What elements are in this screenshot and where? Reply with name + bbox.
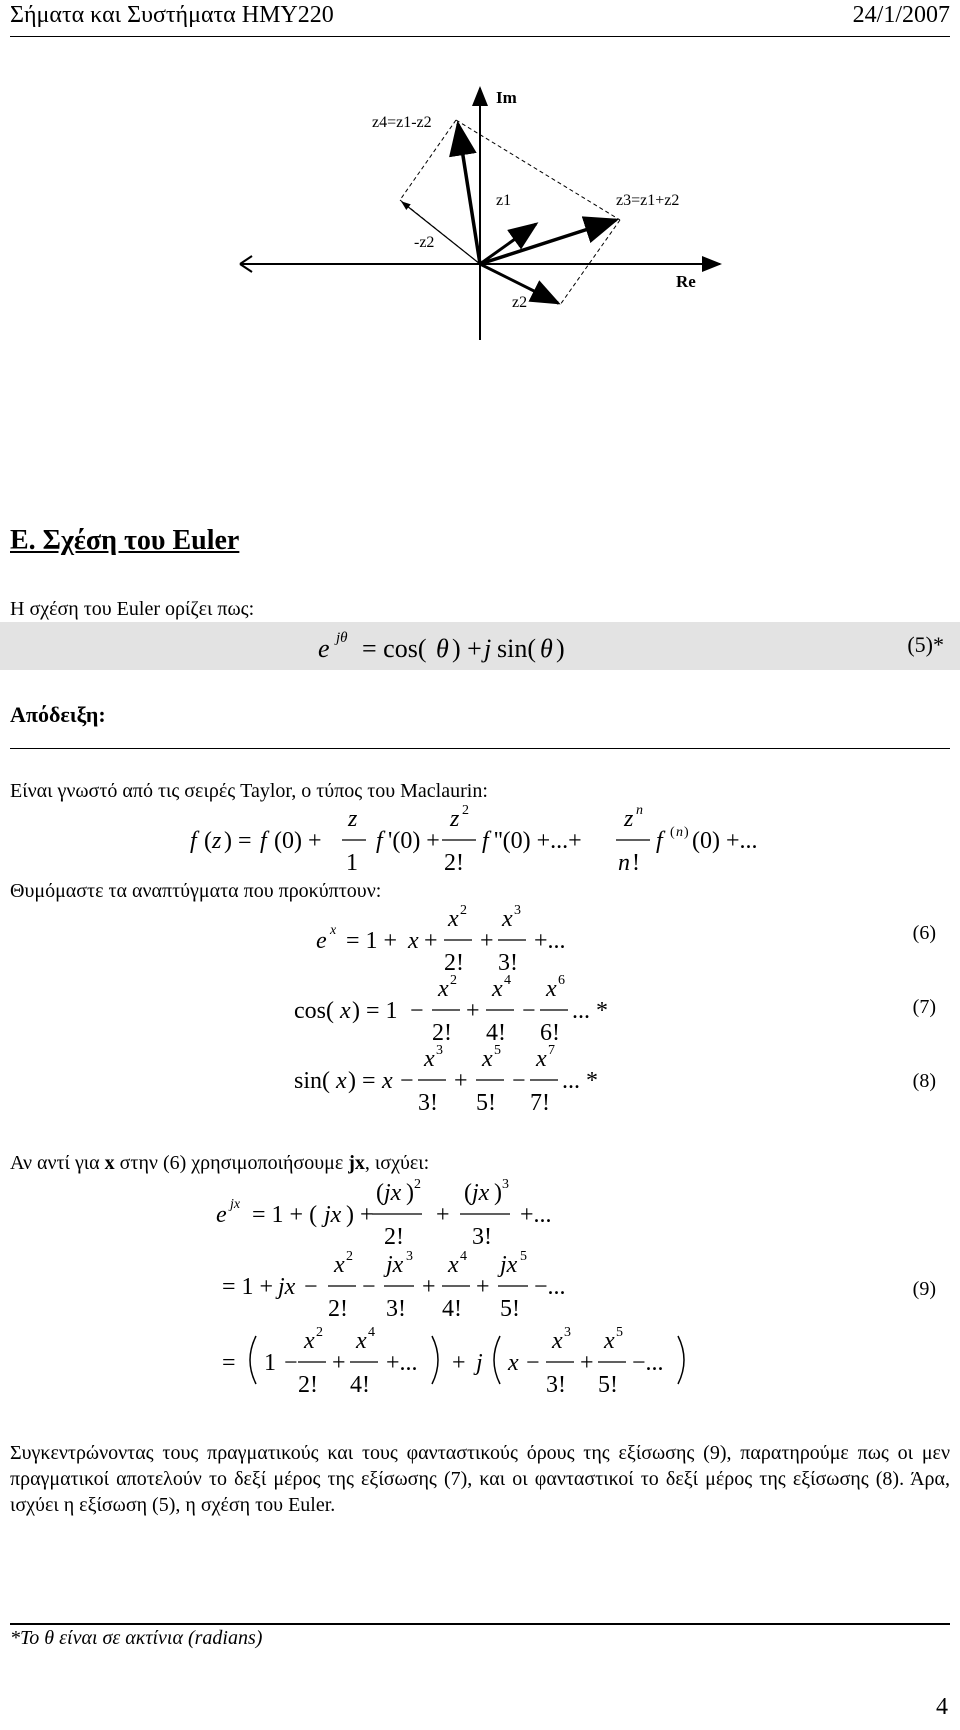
svg-text:x: x [552,1328,563,1354]
svg-text:2!: 2! [444,850,464,876]
svg-text:x: x [508,1350,519,1376]
svg-text:2: 2 [414,1177,421,1192]
page-number: 4 [936,1694,948,1720]
svg-text:n: n [676,825,683,840]
svg-text:θ: θ [540,634,553,663]
svg-text:−: − [362,1274,376,1300]
dashed-z3-z2 [560,220,620,305]
svg-text:'(0) +: '(0) + [388,828,440,854]
svg-text:2!: 2! [432,1020,452,1046]
eq6-number: (6) [912,922,936,944]
svg-text:+...: +... [534,928,566,954]
svg-text:x: x [382,1068,393,1094]
svg-text:x: x [408,928,419,954]
svg-text:x: x [438,976,449,1002]
svg-text:) +: ) + [346,1202,374,1228]
svg-text:+: + [436,1202,450,1228]
svg-text:7: 7 [548,1043,555,1058]
svg-text:) = 1: ) = 1 [352,998,398,1024]
svg-text:1: 1 [264,1350,276,1376]
cos-series [280,970,620,1050]
svg-text:) =: ) = [348,1068,376,1094]
document-title: Σήματα και Συστήματα ΗΜΥ220 [10,2,334,28]
svg-text:z: z [624,806,634,832]
svg-text:cos(: cos( [294,998,334,1024]
svg-text:7!: 7! [530,1090,550,1116]
svg-text:+...: +... [520,1202,552,1228]
svg-text:2!: 2! [328,1296,348,1322]
recall-text: Θυμόμαστε τα αναπτύγματα που προκύπτουν: [10,880,382,902]
svg-text:−: − [304,1274,318,1300]
svg-text:+: + [424,928,438,954]
vector-z4 [458,124,480,264]
vector-z3 [480,220,616,264]
svg-text:6!: 6! [540,1020,560,1046]
svg-text:): ) [556,634,565,663]
svg-text:x: x [448,1252,459,1278]
svg-text:(: ( [204,828,212,854]
proof-title: Απόδειξη: [10,702,106,727]
svg-text:5: 5 [494,1043,501,1058]
svg-text:x: x [304,1328,315,1354]
svg-text:3!: 3! [418,1090,438,1116]
footnote-rule [10,1623,950,1625]
svg-text:5!: 5! [598,1372,618,1398]
svg-text:2!: 2! [444,950,464,976]
svg-text:(: ( [464,1180,472,1206]
svg-text:sin(: sin( [294,1068,330,1094]
eq7-number: (7) [912,996,936,1018]
svg-text:): ) [406,1180,414,1206]
z2-label: z2 [512,294,528,311]
svg-text:−...: −... [534,1274,566,1300]
re-label: Re [676,272,696,291]
svg-text:e: e [216,1202,227,1228]
svg-text:(0) +...: (0) +... [692,828,758,854]
svg-text:+: + [466,998,480,1024]
svg-text:5!: 5! [500,1296,520,1322]
svg-text:f: f [376,828,383,854]
svg-text:... *: ... * [572,998,608,1024]
svg-text:) =: ) = [224,828,252,854]
svg-text:2: 2 [346,1249,353,1264]
svg-text:e: e [316,928,327,954]
svg-text:−: − [400,1068,414,1094]
svg-text:x: x [336,1068,347,1094]
svg-text:x: x [340,998,351,1024]
svg-text:3: 3 [514,903,521,918]
svg-text:x: x [330,923,337,938]
svg-text:6: 6 [558,973,565,988]
svg-text:= cos(: = cos( [362,634,427,663]
svg-text:''(0) +...+: ''(0) +...+ [494,828,582,854]
ejx-series [200,1170,720,1410]
svg-text:+...: +... [386,1350,418,1376]
svg-text:+: + [580,1350,594,1376]
conclusion-paragraph: Συγκεντρώνοντας τους πραγματικούς και τους φανταστικούς όρους της εξίσωσης (9), παρατηρούμε πως οι μεν πραγματικοί αποτελούν το δεξί μέρος της εξίσωσης (7), και οι φανταστικοί το δεξί μέρος της εξίσωσης (8). Άρα, ισχύει η εξίσωση (5), η σχέση του Euler. [10,1442,950,1516]
svg-text:4!: 4! [350,1372,370,1398]
svg-text:2: 2 [460,903,467,918]
svg-text:n: n [636,803,643,818]
exp-series [300,900,640,980]
svg-text:3: 3 [502,1177,509,1192]
svg-text:f: f [482,828,489,854]
svg-text:x: x [334,1252,345,1278]
svg-text:3!: 3! [472,1224,492,1250]
svg-text:2: 2 [316,1325,323,1340]
svg-text:+: + [422,1274,436,1300]
svg-text:n: n [618,850,630,876]
svg-text:4!: 4! [442,1296,462,1322]
svg-text:x: x [502,906,513,932]
svg-text:x: x [546,976,557,1002]
svg-text:4: 4 [368,1325,375,1340]
svg-text:θ: θ [436,634,449,663]
svg-text:=: = [222,1350,236,1376]
svg-text:−: − [284,1350,298,1376]
svg-text:j: j [484,634,492,663]
svg-text:jx: jx [386,1252,404,1278]
svg-text:−: − [522,998,536,1024]
substitute-text: Αν αντί για x στην (6) χρησιμοποιήσουμε jx, ισχύει: [10,1152,430,1174]
svg-text:(: ( [376,1180,384,1206]
svg-text:+: + [452,1350,466,1376]
svg-text:jx: jx [230,1197,241,1212]
svg-text:3!: 3! [546,1372,566,1398]
svg-text:jx: jx [278,1274,296,1300]
svg-text:+: + [480,928,494,954]
eq8-number: (8) [912,1070,936,1092]
svg-text:jx: jx [500,1252,518,1278]
svg-text:−: − [526,1350,540,1376]
svg-text:x: x [448,906,459,932]
svg-text:f: f [190,828,197,854]
svg-text:4!: 4! [486,1020,506,1046]
svg-text:= 1 +: = 1 + [222,1274,274,1300]
svg-text:2!: 2! [384,1224,404,1250]
svg-text:jx: jx [472,1180,490,1206]
svg-text:(: ( [670,825,675,840]
z3-label: z3=z1+z2 [616,192,680,209]
taylor-text: Είναι γνωστό από τις σειρές Taylor, ο τύπος του Maclaurin: [10,780,488,802]
maclaurin-formula [180,800,780,880]
svg-text:3: 3 [436,1043,443,1058]
svg-text:−...: −... [632,1350,664,1376]
svg-text:... *: ... * [562,1068,598,1094]
svg-text:+: + [476,1274,490,1300]
svg-text:x: x [482,1046,493,1072]
svg-text:5: 5 [616,1325,623,1340]
svg-text:4: 4 [460,1249,467,1264]
header-rule [10,36,950,37]
svg-text:= 1 + (: = 1 + ( [252,1202,318,1228]
svg-text:): ) [494,1180,502,1206]
vector-z1 [480,224,536,264]
z1-label: z1 [496,192,512,209]
svg-text:+: + [332,1350,346,1376]
svg-text:−: − [410,998,424,1024]
sin-series [280,1040,620,1120]
svg-text:f: f [656,828,663,854]
svg-text:2: 2 [462,803,469,818]
svg-text:−: − [512,1068,526,1094]
svg-text:1: 1 [346,850,358,876]
vector-neg-z2 [402,202,480,264]
svg-text:z: z [212,828,222,854]
svg-text:(0) +: (0) + [274,828,322,854]
svg-text:x: x [492,976,503,1002]
intro-text: Η σχέση του Euler ορίζει πως: [10,598,255,620]
svg-text:j: j [476,1350,483,1376]
im-label: Im [496,88,517,107]
section-title: Ε. Σχέση του Euler [10,525,240,556]
neg-z2-label: -z2 [414,234,435,251]
phasor-diagram [0,40,960,340]
svg-text:+: + [454,1068,468,1094]
svg-text:3: 3 [564,1325,571,1340]
svg-text:) +: ) + [452,634,482,663]
svg-text:sin(: sin( [497,634,536,663]
svg-text:x: x [424,1046,435,1072]
svg-text:2!: 2! [298,1372,318,1398]
svg-text:e: e [318,634,330,663]
svg-text:2: 2 [450,973,457,988]
svg-text:x: x [536,1046,547,1072]
svg-text:jx: jx [324,1202,342,1228]
svg-text:3!: 3! [498,950,518,976]
svg-text:3: 3 [406,1249,413,1264]
svg-text:z: z [450,806,460,832]
svg-text:jθ: jθ [336,630,348,646]
svg-text:f: f [260,828,267,854]
eq5-number: (5)* [907,632,944,657]
document-date: 24/1/2007 [852,2,950,28]
eq9-number: (9) [912,1278,936,1300]
svg-text:z: z [348,806,358,832]
svg-text:5!: 5! [476,1090,496,1116]
svg-text:= 1 +: = 1 + [346,928,398,954]
dashed-z4-negz2 [400,120,456,200]
euler-equation [0,622,960,670]
svg-text:3!: 3! [386,1296,406,1322]
z4-label: z4=z1-z2 [372,114,432,131]
svg-text:x: x [356,1328,367,1354]
svg-text:): ) [684,825,689,840]
svg-text:4: 4 [504,973,511,988]
svg-text:!: ! [632,850,640,876]
svg-text:x: x [604,1328,615,1354]
proof-rule [10,748,950,749]
svg-text:5: 5 [520,1249,527,1264]
footnote: *Το θ είναι σε ακτίνια (radians) [10,1627,263,1649]
svg-text:jx: jx [384,1180,402,1206]
